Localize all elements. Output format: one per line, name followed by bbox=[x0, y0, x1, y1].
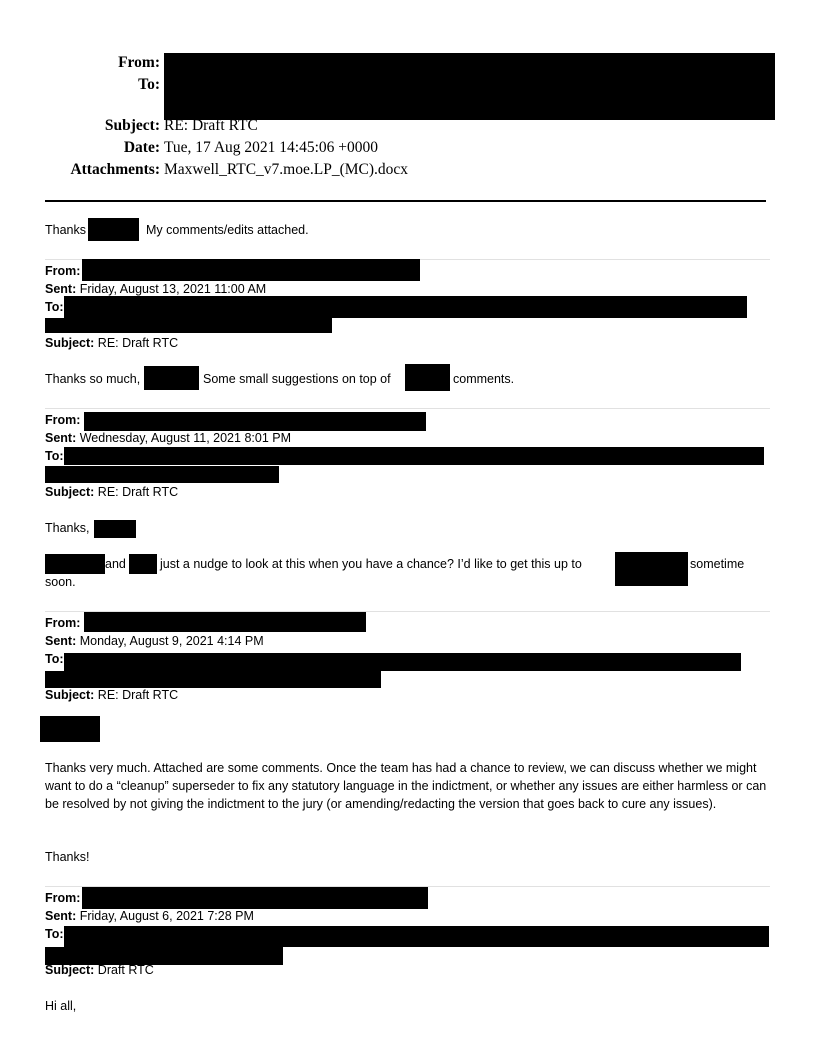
msg1-sent: Sent: Friday, August 13, 2021 11:00 AM bbox=[45, 282, 267, 296]
redaction-box bbox=[82, 887, 428, 909]
msg2-line-soon: soon. bbox=[45, 575, 76, 589]
msg2-line-and: and bbox=[105, 557, 126, 571]
msg1-from-label: From: bbox=[45, 264, 81, 278]
msg3-to-label: To: bbox=[45, 652, 64, 666]
header-date-value: Tue, 17 Aug 2021 14:45:06 +0000 bbox=[164, 139, 378, 156]
msg2-greeting: Thanks, bbox=[45, 521, 90, 535]
msg2-line-mid: just a nudge to look at this when you have a chance? I’d like to get this up to bbox=[160, 557, 582, 571]
msg4-subject: Subject: Draft RTC bbox=[45, 963, 154, 977]
msg1-body-b: Some small suggestions on top of bbox=[203, 372, 391, 386]
header-date-label: Date: bbox=[123, 139, 160, 156]
msg2-line-end: sometime bbox=[690, 557, 745, 571]
redaction-box bbox=[45, 554, 105, 574]
redaction-box bbox=[405, 364, 450, 391]
header-divider bbox=[45, 200, 766, 202]
msg4-to-label: To: bbox=[45, 927, 64, 941]
header-subject-value: RE: Draft RTC bbox=[164, 117, 258, 134]
msg4-greeting: Hi all, bbox=[45, 999, 77, 1013]
redaction-box bbox=[40, 716, 100, 742]
header-attachments-value[interactable]: Maxwell_RTC_v7.moe.LP_(MC).docx bbox=[164, 161, 409, 178]
header-attachments-label: Attachments: bbox=[70, 161, 160, 178]
header-to-label: To: bbox=[138, 76, 160, 93]
msg1-body-a: Thanks so much, bbox=[45, 372, 141, 386]
redaction-box bbox=[64, 296, 747, 318]
redaction-box bbox=[94, 520, 136, 538]
msg4-sent: Sent: Friday, August 6, 2021 7:28 PM bbox=[45, 909, 254, 923]
msg3-closing: Thanks! bbox=[45, 850, 90, 864]
msg3-from-label: From: bbox=[45, 616, 81, 630]
msg2-subject: Subject: RE: Draft RTC bbox=[45, 485, 179, 499]
msg0-body: My comments/edits attached. bbox=[146, 223, 309, 237]
redaction-box bbox=[82, 259, 420, 281]
redaction-box bbox=[45, 466, 279, 483]
msg1-to-label: To: bbox=[45, 300, 64, 314]
redaction-box bbox=[64, 653, 741, 671]
msg0-thanks: Thanks bbox=[45, 223, 86, 237]
msg3-body: Thanks very much. Attached are some comments. Once the team has had a chance to review, we can discuss whether we might want to do a “cleanup” superseder to fix any statutory language in the indictment, or whether any issues are either harmless or can be resolved by not giving the indictment to the jury (or amending/redacting the version that goes back to cure any issues). bbox=[45, 761, 767, 811]
redaction-box bbox=[164, 53, 775, 120]
msg2-to-label: To: bbox=[45, 449, 64, 463]
msg4-from-label: From: bbox=[45, 891, 81, 905]
redaction-box bbox=[64, 447, 764, 465]
msg2-from-label: From: bbox=[45, 413, 81, 427]
message-divider bbox=[45, 408, 770, 409]
msg1-subject: Subject: RE: Draft RTC bbox=[45, 336, 179, 350]
redaction-box bbox=[84, 412, 426, 431]
redaction-box bbox=[144, 366, 199, 390]
redaction-box bbox=[615, 552, 688, 586]
msg3-subject: Subject: RE: Draft RTC bbox=[45, 688, 179, 702]
msg3-sent: Sent: Monday, August 9, 2021 4:14 PM bbox=[45, 634, 264, 648]
redaction-box bbox=[64, 926, 769, 947]
redaction-box bbox=[84, 612, 366, 632]
redaction-box bbox=[45, 671, 381, 688]
msg1-body-c: comments. bbox=[453, 372, 515, 386]
header-from-label: From: bbox=[118, 54, 160, 71]
redaction-box bbox=[88, 218, 139, 241]
redaction-box bbox=[45, 318, 332, 333]
header-subject-label: Subject: bbox=[104, 117, 160, 134]
msg2-sent: Sent: Wednesday, August 11, 2021 8:01 PM bbox=[45, 431, 291, 445]
redaction-box bbox=[129, 554, 157, 574]
